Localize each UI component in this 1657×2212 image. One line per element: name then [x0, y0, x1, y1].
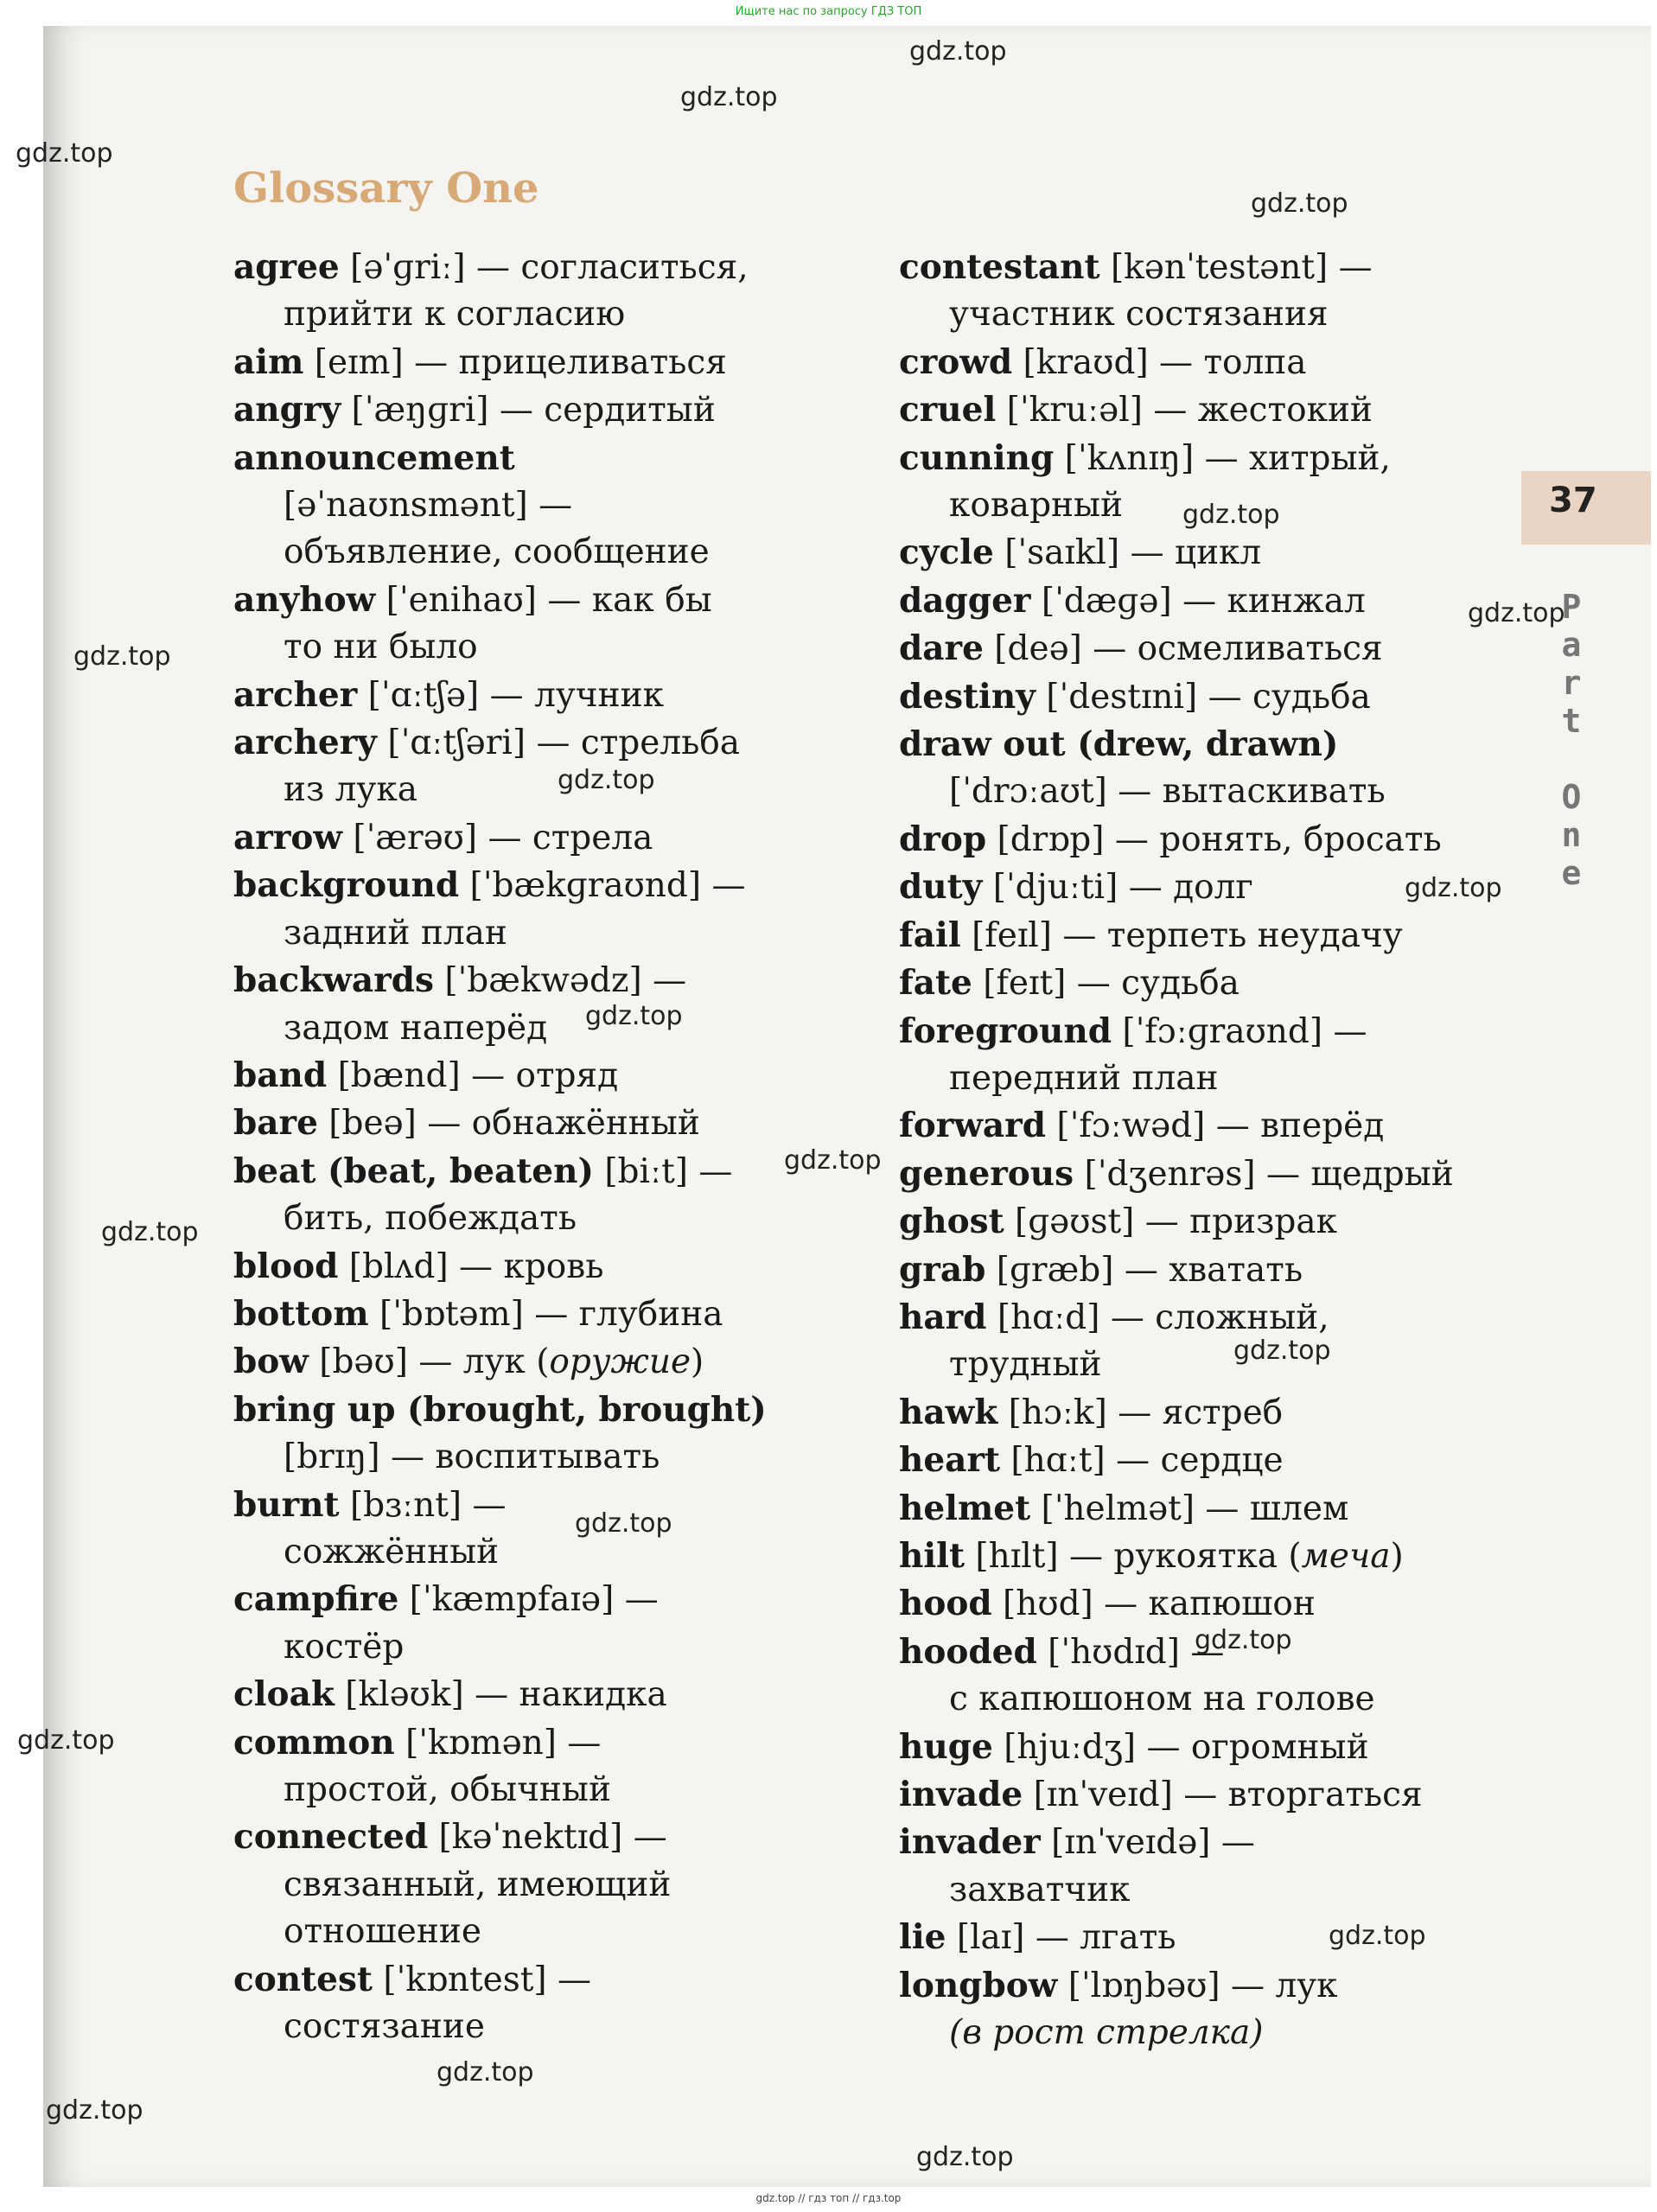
page-title: Glossary One — [233, 164, 539, 213]
definition: [hɑːt] — сердце — [1000, 1441, 1284, 1481]
entry-line — [233, 672, 838, 719]
headword: burnt — [233, 1484, 340, 1525]
part-label-letter: r — [1561, 664, 1582, 702]
definition: [ˈhʊdɪd] — — [1036, 1632, 1225, 1672]
headword: band — [233, 1055, 328, 1095]
entry-continuation — [233, 1624, 838, 1671]
entry-continuation — [233, 482, 838, 529]
definition: [ˈkɒmən] — — [394, 1723, 602, 1763]
headword: dagger — [899, 580, 1031, 621]
definition: [hɔːk] — ястреб — [997, 1393, 1284, 1432]
definition: [ˈdrɔːaʊt] — вытаскивать — [949, 772, 1386, 812]
watermark: gdz.top — [1195, 1625, 1292, 1655]
headword: bring up (brought, brought) — [233, 1389, 767, 1430]
glossary-entry — [899, 1102, 1504, 1150]
glossary-entry — [899, 1246, 1504, 1294]
headword: invader — [899, 1822, 1041, 1863]
headword: connected — [233, 1817, 429, 1858]
glossary-entry — [899, 1008, 1504, 1103]
headword: cruel — [899, 390, 997, 430]
entry-line — [233, 1576, 838, 1623]
glossary-entry — [233, 1243, 838, 1291]
entry-line — [233, 1100, 838, 1147]
headword: hood — [899, 1584, 992, 1624]
headword: longbow — [899, 1965, 1058, 2005]
definition: связанный, имеющий — [284, 1865, 672, 1904]
definition: участник состязания — [949, 295, 1329, 335]
entry-line — [899, 435, 1504, 482]
definition: [feɪt] — судьба — [972, 964, 1240, 1004]
glossary-entry — [233, 577, 838, 672]
definition: трудный — [949, 1345, 1102, 1385]
definition: коварный — [949, 486, 1124, 526]
watermark: gdz.top — [585, 1001, 683, 1031]
glossary-entry — [899, 1771, 1504, 1819]
entry-continuation — [233, 1195, 838, 1242]
definition: [laɪ] — лгать — [946, 1918, 1176, 1958]
glossary-entry — [899, 959, 1504, 1007]
definition: [drɒp] — ронять, бросать — [986, 819, 1442, 859]
glossary-entry — [899, 816, 1504, 864]
entry-continuation — [899, 1867, 1504, 1914]
headword: campfire — [233, 1579, 399, 1620]
headword: hard — [899, 1297, 987, 1337]
entry-continuation — [899, 291, 1504, 338]
headword: angry — [233, 390, 341, 430]
definition: [kəˈnektɪd] — — [428, 1818, 667, 1858]
glossary-entry — [899, 1724, 1504, 1771]
entry-line — [233, 1291, 838, 1338]
entry-line — [899, 577, 1504, 625]
headword: fate — [899, 963, 972, 1004]
definition: [beə] — обнажённый — [317, 1104, 700, 1144]
glossary-entry — [899, 1485, 1504, 1533]
entry-line — [233, 1956, 838, 2004]
glossary-entry — [899, 1819, 1504, 1914]
watermark: gdz.top — [17, 1725, 115, 1756]
part-label-letter: O — [1561, 778, 1582, 816]
definition: [ˈenihaʊ] — как бы — [375, 580, 712, 620]
entry-line — [899, 1533, 1504, 1580]
usage-note: оружие — [549, 1342, 691, 1382]
glossary-entry — [233, 244, 838, 339]
definition: [ˈkʌnɪŋ] — хитрый, — [1054, 438, 1391, 478]
glossary-entry — [899, 1962, 1504, 2057]
watermark: gdz.top — [1329, 1921, 1426, 1951]
definition: [ˈfɔːɡraʊnd] — — [1111, 1011, 1367, 1051]
glossary-entry — [899, 1389, 1504, 1437]
glossary-entry — [233, 719, 838, 814]
glossary-entry — [899, 912, 1504, 959]
watermark: gdz.top — [1182, 500, 1280, 530]
definition: [ˈdjuːti] — долг — [982, 868, 1253, 908]
definition: задом наперёд — [284, 1008, 548, 1048]
glossary-entry — [899, 673, 1504, 721]
definition: [əˈnaʊnsmənt] — — [284, 486, 573, 526]
entry-line — [233, 1052, 838, 1100]
headword: helmet — [899, 1488, 1031, 1528]
definition: [ˈsaɪkl] — цикл — [993, 533, 1262, 573]
entry-line — [233, 577, 838, 624]
watermark: gdz.top — [1468, 598, 1565, 628]
definition: [ˈɑːtʃəri] — стрельба — [376, 724, 741, 763]
definition: [bəʊ] — лук ( — [308, 1342, 550, 1382]
definition: простой, обычный — [284, 1770, 611, 1809]
entry-line — [233, 386, 838, 434]
entry-continuation — [899, 1055, 1504, 1102]
entry-continuation — [233, 624, 838, 671]
entry-continuation — [233, 1529, 838, 1576]
entry-line — [233, 862, 838, 909]
definition: [ˈɑːtʃə] — лучник — [357, 675, 664, 715]
headword: blood — [233, 1246, 339, 1286]
usage-note: меча — [1301, 1536, 1391, 1576]
entry-continuation — [233, 1909, 838, 1955]
entry-line — [899, 386, 1504, 434]
watermark: gdz.top — [680, 82, 778, 112]
headword: bottom — [233, 1293, 369, 1334]
definition: [feɪl] — терпеть неудачу — [960, 915, 1403, 955]
headword: contest — [233, 1959, 373, 1999]
watermark: gdz.top — [916, 2142, 1014, 2172]
definition: передний план — [949, 1058, 1219, 1098]
entry-continuation — [233, 291, 838, 338]
glossary-entry — [233, 862, 838, 957]
headword: heart — [899, 1440, 1000, 1481]
definition: отношение — [284, 1912, 481, 1952]
entry-line — [899, 1389, 1504, 1437]
entry-line — [899, 1771, 1504, 1819]
glossary-entry — [233, 1956, 838, 2051]
definition: [ˈdestɪni] — судьба — [1035, 677, 1371, 717]
glossary-entry — [233, 1814, 838, 1955]
part-label — [1554, 588, 1589, 892]
watermark: gdz.top — [1405, 873, 1502, 903]
definition: [hɪlt] — рукоятка ( — [965, 1536, 1302, 1576]
headword: common — [233, 1722, 395, 1763]
headword: lie — [899, 1917, 946, 1958]
entry-line — [233, 1148, 838, 1195]
entry-line — [899, 339, 1504, 386]
headword: background — [233, 865, 460, 906]
headword: archer — [233, 674, 358, 715]
entry-continuation — [233, 767, 838, 813]
bottom-note: gdz.top // гдз топ // гдз.top — [755, 2192, 902, 2204]
glossary-entry — [233, 672, 838, 719]
entry-continuation — [233, 910, 838, 957]
headword: beat (beat, beaten) — [233, 1151, 594, 1191]
entry-continuation — [233, 1005, 838, 1052]
entry-line — [233, 339, 838, 386]
watermark: gdz.top — [101, 1217, 199, 1247]
entry-line — [899, 1294, 1504, 1342]
entry-line — [899, 244, 1504, 291]
definition: сожжённый — [284, 1532, 500, 1571]
entry-line — [233, 957, 838, 1004]
part-label-letter: t — [1561, 702, 1582, 740]
page-number: 37 — [1549, 481, 1597, 520]
headword: huge — [899, 1726, 993, 1767]
glossary-entry — [899, 577, 1504, 625]
definition: [ˈdʒenrəs] — щедрый — [1074, 1154, 1454, 1194]
definition: прийти к согласию — [284, 295, 626, 335]
glossary-entry — [233, 1386, 838, 1482]
definition: [ɡræb] — хватать — [985, 1250, 1303, 1290]
glossary-entry — [899, 721, 1504, 816]
part-label-letter: P — [1561, 588, 1582, 626]
definition: [kənˈtestənt] — — [1099, 248, 1373, 287]
watermark: gdz.top — [1251, 188, 1348, 219]
glossary-entry — [233, 1100, 838, 1147]
entry-line — [899, 529, 1504, 577]
entry-continuation — [233, 1434, 838, 1481]
definition: [biːt] — — [593, 1151, 733, 1191]
headword: fail — [899, 915, 961, 955]
glossary-entry — [233, 1148, 838, 1243]
entry-line — [233, 1386, 838, 1434]
headword: drop — [899, 819, 987, 859]
entry-line — [233, 1482, 838, 1529]
headword: dare — [899, 628, 984, 669]
headword: invade — [899, 1775, 1023, 1814]
headword: destiny — [899, 676, 1036, 717]
definition: из лука — [284, 770, 418, 810]
headword: crowd — [899, 341, 1013, 382]
entry-line — [233, 244, 838, 291]
entry-line — [899, 625, 1504, 673]
definition: [ˈkæmpfaɪə] — — [398, 1580, 659, 1620]
definition: [kraʊd] — толпа — [1012, 342, 1307, 382]
definition: [hjuːdʒ] — огромный — [992, 1727, 1369, 1767]
entry-line — [233, 1814, 838, 1861]
entry-line — [899, 1819, 1504, 1866]
watermark: gdz.top — [558, 765, 655, 795]
entry-continuation — [233, 1862, 838, 1909]
entry-continuation — [899, 1342, 1504, 1388]
glossary-entry — [899, 339, 1504, 386]
entry-continuation — [233, 2004, 838, 2050]
definition: [hʊd] — капюшон — [991, 1584, 1316, 1624]
entry-line — [899, 1724, 1504, 1771]
glossary-entry — [899, 1198, 1504, 1246]
watermark: gdz.top — [575, 1508, 672, 1539]
definition: захватчик — [949, 1870, 1131, 1909]
glossary-entry — [899, 529, 1504, 577]
entry-continuation — [899, 2010, 1504, 2056]
definition: [əˈɡriː] — согласиться, — [339, 248, 749, 287]
entry-line — [233, 719, 838, 767]
headword: hilt — [899, 1535, 966, 1576]
headword: hawk — [899, 1392, 998, 1432]
glossary-entry — [233, 435, 838, 577]
top-note: Ищите нас по запросу ГДЗ ТОП — [735, 5, 922, 18]
glossary-entry — [233, 1052, 838, 1100]
headword: contestant — [899, 247, 1100, 287]
entry-continuation — [233, 529, 838, 576]
watermark: gdz.top — [46, 2095, 143, 2126]
entry-line — [233, 1671, 838, 1718]
headword: bow — [233, 1342, 309, 1382]
headword: ghost — [899, 1202, 1004, 1242]
definition: [ɡəʊst] — призрак — [1004, 1202, 1337, 1242]
definition: то ни было — [284, 628, 478, 667]
definition: [ˈdæɡə] — кинжал — [1030, 581, 1366, 621]
headword: announcement — [233, 437, 515, 478]
watermark: gdz.top — [909, 36, 1007, 67]
definition: состязание — [284, 2007, 485, 2047]
definition: [hɑːd] — сложный, — [986, 1297, 1329, 1337]
entry-continuation — [899, 768, 1504, 815]
entry-line — [899, 1246, 1504, 1294]
definition: бить, побеждать — [284, 1199, 577, 1239]
definition: [kləʊk] — накидка — [334, 1675, 667, 1715]
watermark: gdz.top — [1233, 1335, 1331, 1366]
watermark: gdz.top — [73, 641, 171, 672]
definition: [eɪm] — прицеливаться — [303, 342, 727, 382]
glossary-entry — [233, 814, 838, 862]
headword: draw out (drew, drawn) — [899, 724, 1339, 765]
entry-line — [233, 1338, 838, 1386]
glossary-entry — [899, 1151, 1504, 1198]
glossary-entry — [899, 386, 1504, 434]
entry-line — [233, 1243, 838, 1291]
headword: grab — [899, 1249, 986, 1290]
entry-line — [899, 721, 1504, 768]
entry-line — [899, 1485, 1504, 1533]
glossary-left-column — [233, 244, 838, 2050]
headword: cycle — [899, 532, 994, 573]
entry-line — [899, 1580, 1504, 1628]
entry-continuation — [899, 1676, 1504, 1723]
glossary-entry — [899, 625, 1504, 673]
headword: forward — [899, 1106, 1046, 1146]
definition: [ɪnˈveɪd] — вторгаться — [1023, 1775, 1423, 1814]
headword: cloak — [233, 1674, 335, 1715]
definition: [ˈbɒtəm] — глубина — [368, 1294, 723, 1334]
glossary-entry — [233, 1482, 838, 1577]
entry-line — [233, 435, 838, 482]
headword: anyhow — [233, 579, 376, 620]
entry-line — [899, 1198, 1504, 1246]
glossary-entry — [233, 1576, 838, 1671]
glossary-entry — [233, 957, 838, 1052]
definition: [ˈkɒntest] — — [372, 1960, 592, 1999]
headword: aim — [233, 341, 304, 382]
entry-line — [899, 912, 1504, 959]
glossary-entry — [899, 244, 1504, 339]
definition: ) — [691, 1342, 704, 1382]
entry-line — [233, 814, 838, 862]
entry-line — [899, 1962, 1504, 2010]
entry-line — [899, 673, 1504, 721]
definition: объявление, сообщение — [284, 532, 710, 572]
headword: archery — [233, 723, 377, 763]
definition: костёр — [284, 1627, 405, 1667]
headword: hooded — [899, 1631, 1037, 1672]
headword: bare — [233, 1103, 318, 1144]
headword: backwards — [233, 960, 434, 1001]
glossary-entry — [233, 1338, 838, 1386]
definition: [ˈbækɡraʊnd] — — [459, 866, 746, 906]
entry-continuation — [233, 1767, 838, 1814]
watermark: gdz.top — [784, 1145, 882, 1176]
entry-line — [899, 816, 1504, 864]
headword: generous — [899, 1153, 1074, 1194]
definition: [ˈfɔːwəd] — вперёд — [1046, 1106, 1385, 1146]
definition: [ˈbækwədz] — — [433, 961, 687, 1001]
entry-line — [899, 1008, 1504, 1055]
entry-line — [899, 1151, 1504, 1198]
part-label-letter: e — [1561, 854, 1582, 892]
definition: с капюшоном на голове — [949, 1680, 1375, 1719]
headword: foreground — [899, 1010, 1112, 1051]
entry-line — [233, 1719, 838, 1767]
definition: [ˈæŋɡri] — сердитый — [341, 391, 716, 430]
definition: [ˈærəʊ] — стрела — [341, 818, 653, 857]
definition: [ɪnˈveɪdə] — — [1040, 1823, 1255, 1863]
headword: duty — [899, 867, 983, 908]
definition: [ˈlɒŋbəʊ] — лук — [1057, 1966, 1338, 2005]
definition: ) — [1390, 1536, 1404, 1576]
definition: [bænd] — отряд — [327, 1055, 619, 1095]
headword: agree — [233, 247, 340, 287]
definition: [ˈhelmət] — шлем — [1030, 1488, 1349, 1528]
definition: [deə] — осмеливаться — [983, 629, 1383, 669]
part-label-letter: a — [1561, 626, 1582, 664]
entry-line — [899, 959, 1504, 1007]
headword: cunning — [899, 437, 1055, 478]
definition: [blʌd] — кровь — [338, 1246, 604, 1286]
part-label-letter: n — [1561, 816, 1582, 854]
watermark: gdz.top — [16, 138, 113, 169]
entry-line — [899, 1437, 1504, 1484]
glossary-entry — [899, 1294, 1504, 1389]
glossary-entry — [233, 1671, 838, 1718]
entry-line — [899, 1102, 1504, 1150]
glossary-entry — [233, 339, 838, 386]
definition: задний план — [284, 913, 507, 953]
glossary-entry — [233, 1719, 838, 1814]
usage-note: (в рост стрелка) — [949, 2013, 1264, 2053]
definition: [ˈkruːəl] — жестокий — [996, 391, 1373, 430]
part-label-letter — [1554, 740, 1589, 778]
glossary-entry — [899, 1533, 1504, 1580]
watermark: gdz.top — [437, 2057, 534, 2088]
glossary-entry — [899, 1580, 1504, 1628]
definition: [bɜːnt] — — [339, 1485, 507, 1525]
definition: [brɪŋ] — воспитывать — [284, 1437, 660, 1477]
glossary-entry — [233, 1291, 838, 1338]
headword: arrow — [233, 817, 342, 857]
glossary-entry — [899, 1437, 1504, 1484]
glossary-entry — [233, 386, 838, 434]
